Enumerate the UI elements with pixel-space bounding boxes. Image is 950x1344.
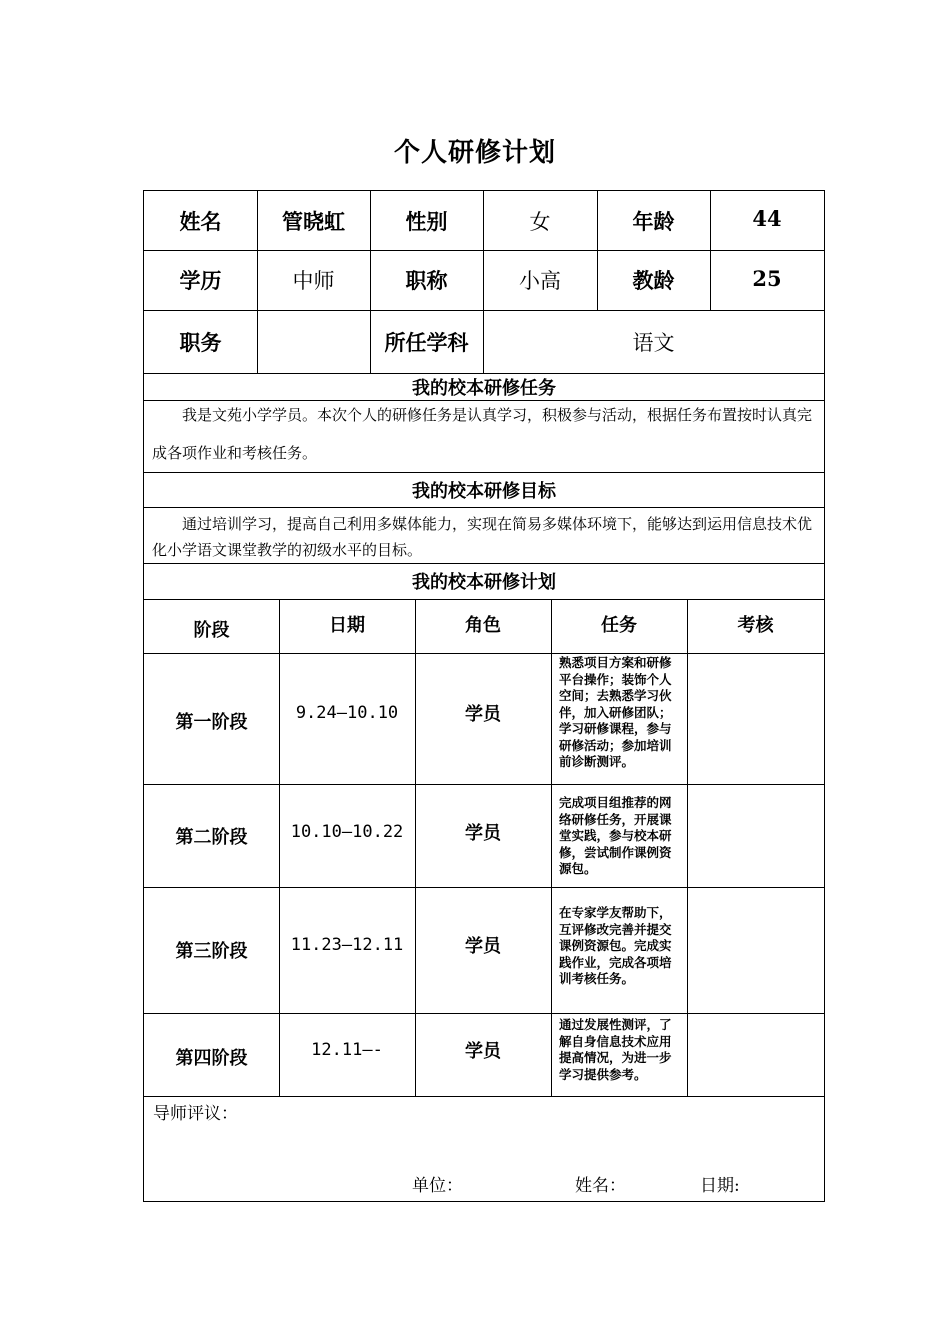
role-cell: 学员 [465, 1041, 501, 1062]
age-label: 年龄 [632, 208, 675, 234]
assessment-cell [687, 784, 824, 887]
plan-heading: 我的校本研修计划 [412, 572, 556, 593]
rank-label: 职称 [405, 268, 448, 293]
stage-cell: 第四阶段 [175, 1047, 248, 1069]
goal-heading: 我的校本研修目标 [412, 480, 556, 502]
rank-value: 小高 [519, 269, 561, 293]
col-header-assessment: 考核 [737, 615, 774, 636]
role-cell: 学员 [465, 704, 501, 725]
page-title: 个人研修计划 [393, 138, 556, 168]
name-label: 姓名 [179, 208, 222, 234]
stage-cell: 第三阶段 [175, 941, 248, 962]
assessment-cell [687, 653, 824, 784]
position-value [257, 310, 370, 373]
date-cell: 10.10—10.22 [290, 822, 404, 842]
role-cell: 学员 [465, 936, 501, 957]
task-text: 我是文苑小学学员。本次个人的研修任务是认真学习，积极参与活动，根据任务布置按时认真完成各项作业和考核任务。 [152, 406, 813, 462]
mentor-comment-label: 导师评议： [153, 1104, 238, 1124]
name-value: 管晓虹 [282, 208, 345, 234]
position-label: 职务 [179, 329, 222, 355]
subject-label: 所任学科 [384, 329, 469, 355]
date-cell: 12.11—- [311, 1040, 383, 1060]
stage-cell: 第二阶段 [175, 826, 248, 848]
signer-name-label: 姓名： [575, 1176, 626, 1196]
goal-text: 通过培训学习，提高自己利用多媒体能力，实现在简易多媒体环境下，能够达到运用信息技术优化小学语文课堂教学的初级水平的目标。 [152, 515, 813, 559]
col-header-date: 日期 [329, 615, 365, 636]
date-label: 日期: [700, 1176, 740, 1196]
row-divider [144, 1096, 824, 1097]
task-cell: 在专家学友帮助下，互评修改完善并提交课例资源包。完成实践作业，完成各项培训考核任务。 [559, 905, 672, 986]
unit-label: 单位： [412, 1176, 463, 1196]
education-value: 中师 [292, 269, 335, 293]
col-header-stage: 阶段 [193, 620, 230, 641]
age-value: 44 [752, 206, 782, 231]
assessment-cell [687, 887, 824, 1013]
role-cell: 学员 [465, 823, 501, 844]
assessment-cell [687, 1013, 824, 1096]
task-heading: 我的校本研修任务 [412, 377, 556, 399]
date-cell: 9.24—10.10 [295, 703, 399, 723]
gender-label: 性别 [405, 208, 448, 234]
col-header-task: 任务 [601, 615, 637, 636]
task-cell: 熟悉项目方案和研修平台操作；装饰个人空间；去熟悉学习伙伴，加入研修团队；学习研修课程，参与研修活动；参加培训前诊断测评。 [559, 655, 672, 769]
subject-value: 语文 [632, 330, 675, 355]
task-cell: 完成项目组推荐的网络研修任务，开展课堂实践，参与校本研修，尝试制作课例资源包。 [559, 795, 672, 876]
stage-cell: 第一阶段 [175, 711, 248, 733]
teaching-years-value: 25 [752, 265, 782, 291]
task-cell: 通过发展性测评，了解自身信息技术应用提高情况，为进一步学习提供参考。 [559, 1017, 672, 1082]
plan-form-table [143, 190, 825, 1202]
education-label: 学历 [179, 268, 222, 293]
gender-value: 女 [529, 209, 551, 234]
teaching-years-label: 教龄 [632, 268, 675, 293]
col-header-role: 角色 [465, 615, 501, 636]
date-cell: 11.23—12.11 [290, 935, 404, 955]
